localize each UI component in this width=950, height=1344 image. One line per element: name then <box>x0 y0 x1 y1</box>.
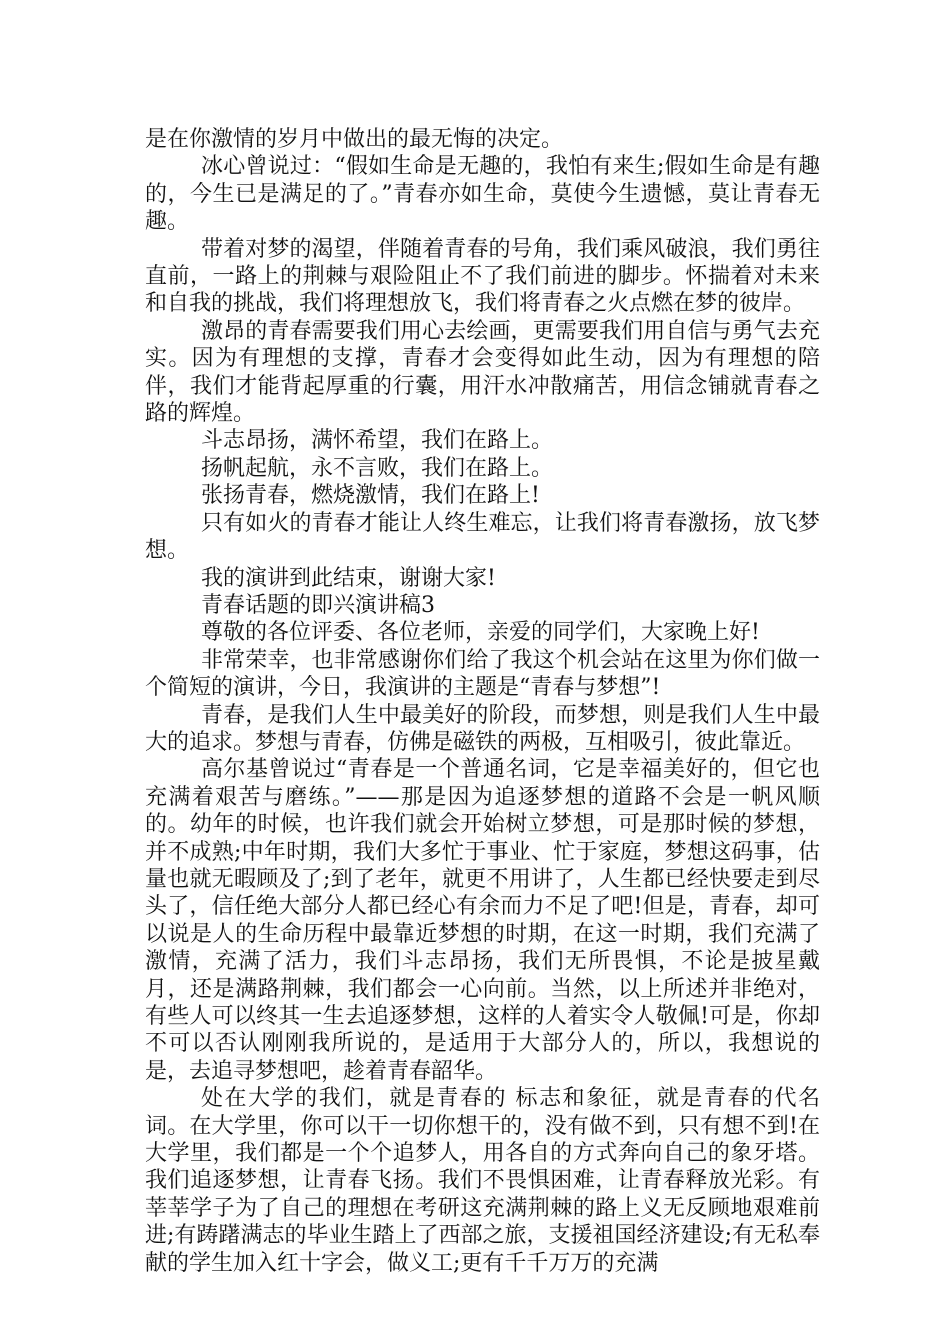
paragraph-6: 扬帆起航，永不言败，我们在路上。 <box>201 455 554 481</box>
paragraph-1: 是在你激情的岁月中做出的最无悔的决定。 <box>145 127 564 152</box>
paragraph-3: 带着对梦的渴望，伴随着青春的号角，我们乘风破浪，我们勇往直前，一路上的荆棘与艰险阻止不了我们前进的脚步。怀揣着对未来和自我的挑战，我们将理想放飞，我们将青春之火点燃在梦的彼岸。 <box>145 236 820 317</box>
paragraph-11: 尊敬的各位评委、各位老师，亲爱的同学们，大家晚上好! <box>201 620 760 646</box>
paragraph-2: 冰心曾说过：“假如生命是无趣的，我怕有来生;假如生命是有趣的，今生已是满足的了。”青春亦如生命，莫使今生遗憾，莫让青春无趣。 <box>145 154 820 235</box>
document-body <box>145 126 820 1277</box>
paragraph-13: 青春，是我们人生中最美好的阶段，而梦想，则是我们人生中最大的追求。梦想与青春，仿佛是磁铁的两极，互相吸引，彼此靠近。 <box>145 702 820 755</box>
section-heading: 青春话题的即兴演讲稿3 <box>201 592 435 618</box>
paragraph-9: 我的演讲到此结束，谢谢大家! <box>201 565 496 591</box>
paragraph-5: 斗志昂扬，满怀希望，我们在路上。 <box>201 428 554 454</box>
paragraph-14: 高尔基曾说过“青春是一个普通名词，它是幸福美好的，但它也充满着艰苦与磨练。”——那是因为追逐梦想的道路不会是一帆风顺的。幼年的时候，也许我们就会开始树立梦想，可是那时候的梦想，并不成熟;中年时期，我们大多忙于事业、忙于家庭，梦想这码事，估量也就无暇顾及了;到了老年，就更不用讲了，人生都已经快要走到尽头了，信任绝大部分人都已经心有余而力不足了吧!但是，青春，却可以说是人的生命历程中最靠近梦想的时期，在这一时期，我们充满了激情，充满了活力，我们斗志昂扬，我们无所畏惧，不论是披星戴月，还是满路荆棘，我们都会一心向前。当然，以上所述并非绝对，有些人可以终其一生去追逐梦想，这样的人着实令人敬佩!可是，你却不可以否认刚刚我所说的，是适用于大部分人的，所以，我想说的是，去追寻梦想吧，趁着青春韶华。 <box>145 757 820 1084</box>
paragraph-15: 处在大学的我们，就是青春的 标志和象征，就是青春的代名词。在大学里，你可以干一切你想干的，没有做不到，只有想不到!在大学里，我们都是一个个追梦人，用各自的方式奔向自己的象牙塔。我们追逐梦想，让青春飞扬。我们不畏惧困难，让青春释放光彩。有莘莘学子为了自己的理想在考研这充满荆棘的路上义无反顾地艰难前进;有踌躇满志的毕业生踏上了西部之旅，支援祖国经济建设;有无私奉献的学生加入红十字会，做义工;更有千千万万的充满 <box>145 1086 820 1276</box>
paragraph-7: 张扬青春，燃烧激情，我们在路上! <box>201 483 540 509</box>
paragraph-8: 只有如火的青春才能让人终生难忘，让我们将青春激扬，放飞梦想。 <box>145 510 820 564</box>
paragraph-12: 非常荣幸，也非常感谢你们给了我这个机会站在这里为你们做一个简短的演讲，今日，我演讲的主题是“青春与梦想”! <box>145 647 820 701</box>
paragraph-4: 激昂的青春需要我们用心去绘画，更需要我们用自信与勇气去充实。因为有理想的支撑，青春才会变得如此生动，因为有理想的陪伴，我们才能背起厚重的行囊，用汗水冲散痛苦，用信念铺就青春之路的辉煌。 <box>145 318 820 427</box>
